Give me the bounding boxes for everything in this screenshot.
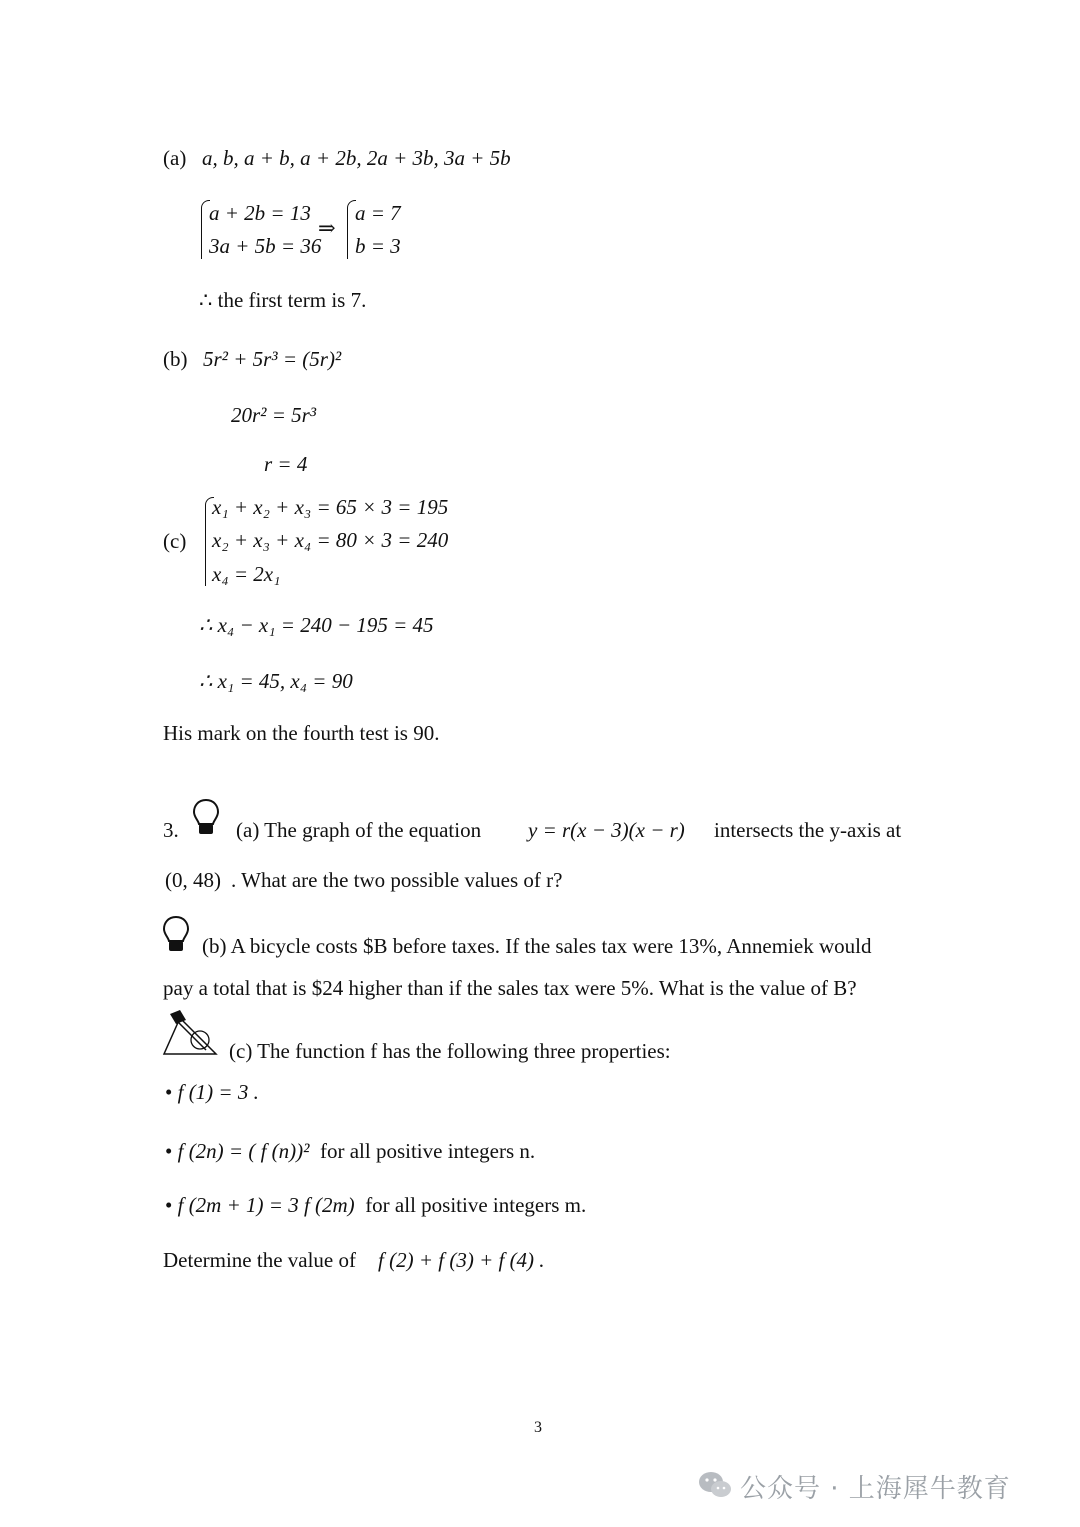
equation-c-2: x₂ + x₃ + x₄ = 80 × 3 = 240	[212, 528, 449, 552]
equation-b-2: 20r² = 5r³	[231, 403, 317, 427]
equation-1: a + 2b = 13	[209, 201, 311, 225]
watermark: 公众号 · 上海犀牛教育	[740, 1474, 1011, 1504]
property-3: • f (2m + 1) = 3 f (2m) for all positive integers m.	[165, 1193, 587, 1217]
page-number: 3	[534, 1419, 542, 1436]
solution-a: a = 7	[355, 201, 401, 225]
q3a-point: (0, 48)	[165, 868, 221, 892]
q3b-line-1: (b) A bicycle costs $B before taxes. If the sales tax were 13%, Annemiek would	[202, 934, 872, 958]
equation-c-1: x₁ + x₂ + x₃ = 65 × 3 = 195	[212, 495, 449, 519]
fourth-test-answer: His mark on the fourth test is 90.	[163, 721, 440, 745]
property-2-math: f (2n) = ( f (n))²	[177, 1139, 310, 1163]
property-2: • f (2n) = ( f (n))² for all positive integers n.	[165, 1139, 536, 1163]
q3a-equation: y = r(x − 3)(x − r)	[528, 818, 685, 842]
q3b-line-2: pay a total that is $24 higher than if the sales tax were 5%. What is the value of B?	[163, 976, 857, 1000]
solution-b: b = 3	[355, 234, 401, 258]
q3a-text-3: . What are the two possible values of r?	[231, 868, 563, 892]
determine-text: Determine the value of	[163, 1248, 356, 1272]
determine-expression: f (2) + f (3) + f (4) .	[378, 1248, 545, 1272]
part-a-label: (a)	[163, 146, 187, 170]
lightbulb-icon	[192, 798, 220, 838]
property-3-math: f (2m + 1) = 3 f (2m)	[177, 1193, 355, 1217]
part-c-label: (c)	[163, 529, 187, 553]
property-3-text: for all positive integers m.	[365, 1193, 587, 1217]
values-line: ∴ x₁ = 45, x₄ = 90	[199, 669, 353, 693]
property-1: • f (1) = 3 .	[165, 1080, 259, 1104]
pencil-triangle-icon	[160, 1010, 220, 1058]
equation-c-3: x₄ = 2x₁	[212, 562, 281, 586]
difference-line: ∴ x₄ − x₁ = 240 − 195 = 45	[199, 613, 434, 637]
question-number: 3.	[163, 818, 179, 842]
property-2-text: for all positive integers n.	[319, 1139, 536, 1163]
lightbulb-icon	[162, 915, 190, 955]
q3a-text-2: intersects the y-axis at	[714, 818, 902, 842]
property-1-math: f (1) = 3 .	[177, 1080, 259, 1104]
part-b-label: (b)	[163, 347, 188, 371]
wechat-icon	[698, 1470, 732, 1500]
implies-arrow: ⇒	[318, 216, 336, 240]
sequence-expression: a, b, a + b, a + 2b, 2a + 3b, 3a + 5b	[202, 146, 511, 170]
q3c-intro: (c) The function f has the following three properties:	[229, 1039, 671, 1063]
first-term-conclusion: ∴ the first term is 7.	[199, 288, 367, 312]
equation-b-1: 5r² + 5r³ = (5r)²	[203, 347, 342, 371]
equation-b-3: r = 4	[264, 452, 308, 476]
equation-2: 3a + 5b = 36	[209, 234, 322, 258]
q3a-text-1: (a) The graph of the equation	[236, 818, 482, 842]
